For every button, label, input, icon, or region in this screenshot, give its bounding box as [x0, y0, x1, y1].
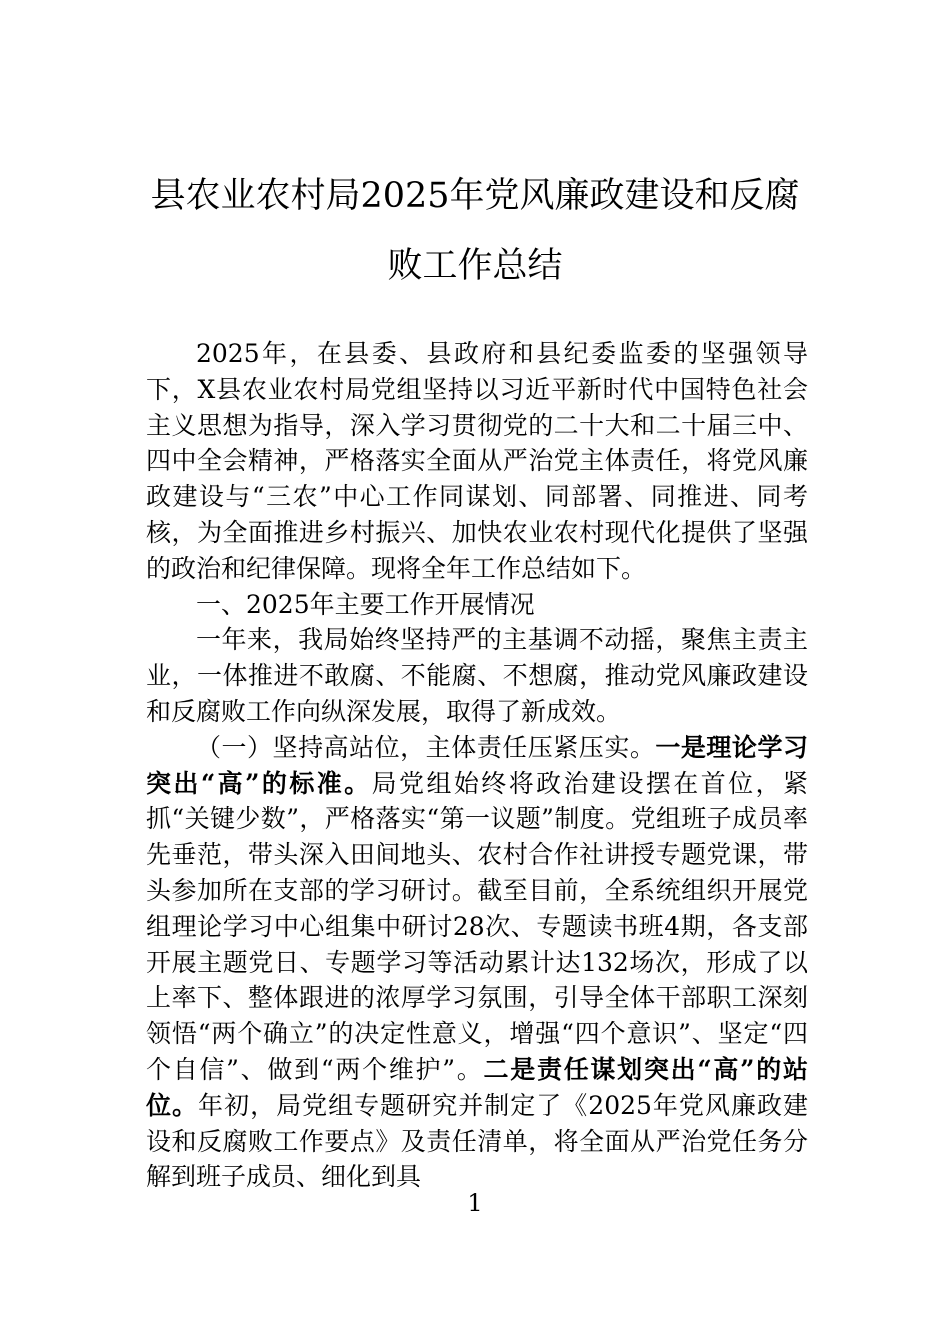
section-1-intro-paragraph: 一年来，我局始终坚持严的主基调不动摇，聚焦主责主业，一体推进不敢腐、不能腐、不想腐，推动党风廉政建设和反腐败工作向纵深发展，取得了新成效。	[146, 625, 808, 726]
page-number: 1	[467, 1189, 483, 1217]
document-body	[146, 336, 808, 1195]
document-title-line-1: 县农业农村局2025年党风廉政建设和反腐	[150, 176, 800, 216]
document-title-line-2: 败工作总结	[387, 246, 563, 286]
point-1-title: 一是理论学习突出“高”的标准。	[146, 732, 808, 798]
subsection-1-heading: （一）坚持高站位，主体责任压紧压实。	[196, 732, 656, 762]
point-1-text: 局党组始终将政治建设摆在首位，紧抓“关键少数”，严格落实“第一议题”制度。党组班子成员率先垂范，带头深入田间地头、农村合作社讲授专题党课，带头参加所在支部的学习研讨。截至目前，全系统组织开展党组理论学习中心组集中研讨28次、专题读书班4期，各支部开展主题党日、专题学习等活动累计达132场次，形成了以上率下、整体跟进的浓厚学习氛围，引导全体干部职工深刻领悟“两个确立”的决定性意义，增强“四个意识”、坚定“四个自信”、做到“两个维护”。	[146, 768, 808, 1084]
intro-paragraph: 2025年，在县委、县政府和县纪委监委的坚强领导下，X县农业农村局党组坚持以习近平新时代中国特色社会主义思想为指导，深入学习贯彻党的二十大和二十届三中、四中全会精神，严格落实全面从严治党主体责任，将党风廉政建设与“三农”中心工作同谋划、同部署、同推进、同考核，为全面推进乡村振兴、加快农业农村现代化提供了坚强的政治和纪律保障。现将全年工作总结如下。	[146, 339, 808, 583]
point-2-title: 二是责任谋划突出“高”的站位。	[146, 1054, 808, 1120]
point-2-text: 年初，局党组专题研究并制定了《2025年党风廉政建设和反腐败工作要点》及责任清单，将全面从严治党任务分解到班子成员、细化到具	[146, 1090, 808, 1192]
subsection-1-paragraph	[146, 730, 808, 1195]
section-1-heading: 一、2025年主要工作开展情况	[196, 589, 535, 619]
